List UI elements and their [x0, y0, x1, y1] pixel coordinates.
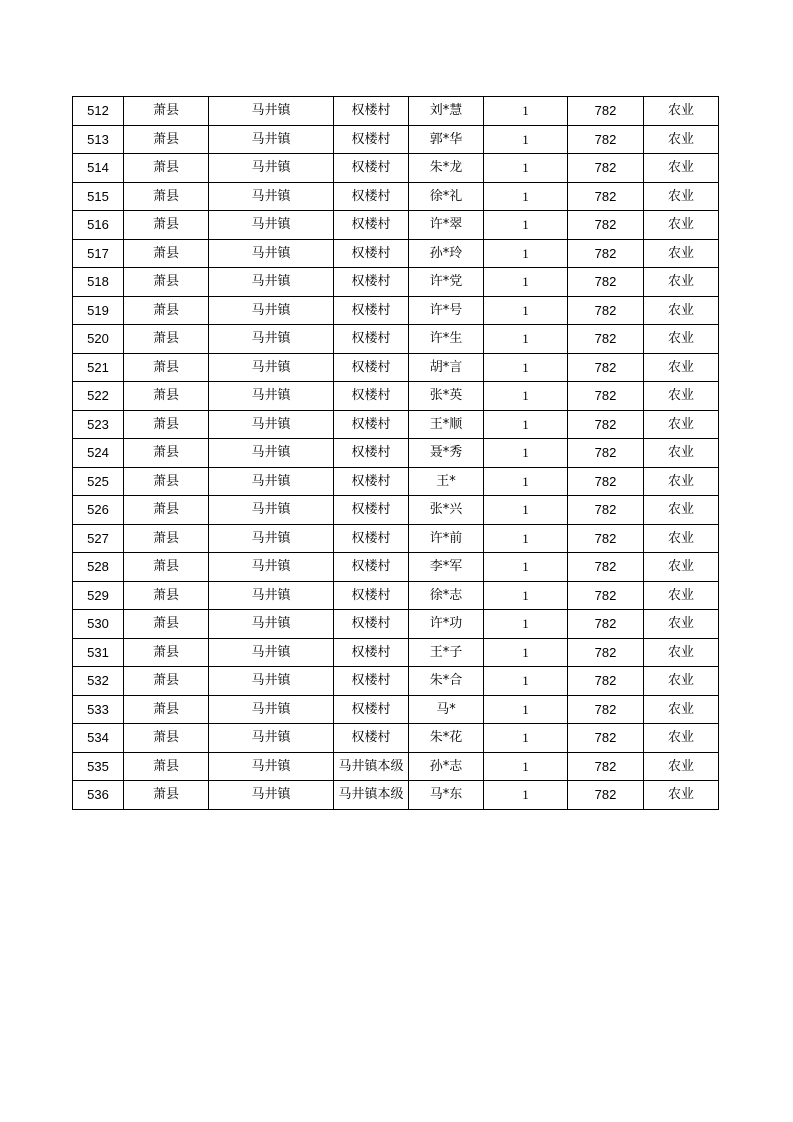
cell-village: 权楼村 [334, 467, 409, 496]
cell-village: 权楼村 [334, 581, 409, 610]
cell-type: 农业 [644, 553, 719, 582]
cell-type: 农业 [644, 382, 719, 411]
cell-count: 1 [484, 268, 568, 297]
cell-amount: 782 [568, 724, 644, 753]
cell-count: 1 [484, 610, 568, 639]
cell-serial-number: 525 [73, 467, 124, 496]
cell-village: 权楼村 [334, 154, 409, 183]
cell-amount: 782 [568, 125, 644, 154]
cell-type: 农业 [644, 524, 719, 553]
cell-count: 1 [484, 125, 568, 154]
cell-village: 权楼村 [334, 695, 409, 724]
cell-amount: 782 [568, 610, 644, 639]
cell-county: 萧县 [124, 182, 209, 211]
cell-count: 1 [484, 667, 568, 696]
cell-amount: 782 [568, 638, 644, 667]
roster-table [72, 96, 719, 810]
cell-type: 农业 [644, 781, 719, 810]
cell-town: 马井镇 [209, 695, 334, 724]
cell-name: 孙*志 [409, 752, 484, 781]
table-row [73, 467, 719, 496]
cell-town: 马井镇 [209, 524, 334, 553]
cell-count: 1 [484, 638, 568, 667]
cell-county: 萧县 [124, 268, 209, 297]
cell-county: 萧县 [124, 353, 209, 382]
cell-amount: 782 [568, 97, 644, 126]
cell-name: 张*兴 [409, 496, 484, 525]
table-row [73, 496, 719, 525]
cell-county: 萧县 [124, 524, 209, 553]
cell-type: 农业 [644, 496, 719, 525]
cell-type: 农业 [644, 154, 719, 183]
cell-village: 权楼村 [334, 325, 409, 354]
cell-town: 马井镇 [209, 239, 334, 268]
cell-type: 农业 [644, 610, 719, 639]
cell-count: 1 [484, 724, 568, 753]
table-row [73, 410, 719, 439]
cell-county: 萧县 [124, 296, 209, 325]
cell-name: 许*前 [409, 524, 484, 553]
cell-amount: 782 [568, 695, 644, 724]
table-row [73, 781, 719, 810]
cell-town: 马井镇 [209, 496, 334, 525]
cell-serial-number: 521 [73, 353, 124, 382]
cell-village: 权楼村 [334, 496, 409, 525]
cell-amount: 782 [568, 667, 644, 696]
cell-town: 马井镇 [209, 638, 334, 667]
cell-serial-number: 526 [73, 496, 124, 525]
cell-count: 1 [484, 752, 568, 781]
table-row [73, 524, 719, 553]
cell-amount: 782 [568, 781, 644, 810]
cell-count: 1 [484, 382, 568, 411]
cell-name: 王* [409, 467, 484, 496]
cell-village: 权楼村 [334, 296, 409, 325]
cell-type: 农业 [644, 695, 719, 724]
cell-name: 聂*秀 [409, 439, 484, 468]
table-row [73, 125, 719, 154]
cell-serial-number: 530 [73, 610, 124, 639]
cell-serial-number: 528 [73, 553, 124, 582]
cell-town: 马井镇 [209, 296, 334, 325]
cell-count: 1 [484, 353, 568, 382]
cell-village: 权楼村 [334, 97, 409, 126]
cell-county: 萧县 [124, 410, 209, 439]
cell-count: 1 [484, 553, 568, 582]
cell-count: 1 [484, 581, 568, 610]
cell-name: 张*英 [409, 382, 484, 411]
cell-serial-number: 529 [73, 581, 124, 610]
cell-name: 王*顺 [409, 410, 484, 439]
cell-amount: 782 [568, 496, 644, 525]
cell-name: 胡*言 [409, 353, 484, 382]
cell-name: 王*子 [409, 638, 484, 667]
cell-serial-number: 536 [73, 781, 124, 810]
cell-town: 马井镇 [209, 182, 334, 211]
cell-count: 1 [484, 524, 568, 553]
cell-serial-number: 534 [73, 724, 124, 753]
cell-type: 农业 [644, 581, 719, 610]
cell-amount: 782 [568, 752, 644, 781]
cell-town: 马井镇 [209, 325, 334, 354]
cell-county: 萧县 [124, 638, 209, 667]
cell-name: 朱*花 [409, 724, 484, 753]
cell-type: 农业 [644, 667, 719, 696]
cell-serial-number: 512 [73, 97, 124, 126]
cell-amount: 782 [568, 553, 644, 582]
cell-town: 马井镇 [209, 667, 334, 696]
table-row [73, 97, 719, 126]
cell-amount: 782 [568, 154, 644, 183]
cell-county: 萧县 [124, 382, 209, 411]
cell-town: 马井镇 [209, 410, 334, 439]
table-row [73, 325, 719, 354]
cell-amount: 782 [568, 268, 644, 297]
cell-serial-number: 524 [73, 439, 124, 468]
cell-village: 权楼村 [334, 638, 409, 667]
cell-village: 权楼村 [334, 353, 409, 382]
cell-count: 1 [484, 182, 568, 211]
cell-county: 萧县 [124, 125, 209, 154]
cell-serial-number: 517 [73, 239, 124, 268]
cell-amount: 782 [568, 296, 644, 325]
cell-town: 马井镇 [209, 724, 334, 753]
cell-county: 萧县 [124, 496, 209, 525]
cell-type: 农业 [644, 325, 719, 354]
table-row [73, 296, 719, 325]
cell-type: 农业 [644, 211, 719, 240]
cell-serial-number: 533 [73, 695, 124, 724]
cell-count: 1 [484, 211, 568, 240]
cell-village: 权楼村 [334, 439, 409, 468]
cell-type: 农业 [644, 439, 719, 468]
cell-county: 萧县 [124, 695, 209, 724]
cell-amount: 782 [568, 581, 644, 610]
cell-serial-number: 514 [73, 154, 124, 183]
cell-count: 1 [484, 97, 568, 126]
cell-type: 农业 [644, 410, 719, 439]
roster-table-body [73, 97, 719, 810]
cell-town: 马井镇 [209, 781, 334, 810]
cell-county: 萧县 [124, 667, 209, 696]
cell-town: 马井镇 [209, 125, 334, 154]
cell-town: 马井镇 [209, 752, 334, 781]
cell-town: 马井镇 [209, 382, 334, 411]
cell-village: 权楼村 [334, 553, 409, 582]
cell-count: 1 [484, 296, 568, 325]
cell-amount: 782 [568, 211, 644, 240]
cell-count: 1 [484, 410, 568, 439]
cell-county: 萧县 [124, 439, 209, 468]
cell-county: 萧县 [124, 610, 209, 639]
cell-count: 1 [484, 325, 568, 354]
cell-type: 农业 [644, 296, 719, 325]
table-row [73, 211, 719, 240]
cell-village: 权楼村 [334, 182, 409, 211]
cell-amount: 782 [568, 439, 644, 468]
cell-town: 马井镇 [209, 97, 334, 126]
cell-amount: 782 [568, 467, 644, 496]
cell-name: 朱*合 [409, 667, 484, 696]
cell-name: 孙*玲 [409, 239, 484, 268]
table-row [73, 382, 719, 411]
cell-count: 1 [484, 695, 568, 724]
cell-county: 萧县 [124, 724, 209, 753]
cell-name: 李*军 [409, 553, 484, 582]
cell-serial-number: 516 [73, 211, 124, 240]
cell-name: 马* [409, 695, 484, 724]
cell-type: 农业 [644, 268, 719, 297]
table-row [73, 353, 719, 382]
table-row [73, 724, 719, 753]
cell-village: 权楼村 [334, 125, 409, 154]
cell-county: 萧县 [124, 581, 209, 610]
cell-type: 农业 [644, 467, 719, 496]
cell-county: 萧县 [124, 97, 209, 126]
cell-amount: 782 [568, 382, 644, 411]
cell-county: 萧县 [124, 752, 209, 781]
cell-count: 1 [484, 439, 568, 468]
cell-name: 许*号 [409, 296, 484, 325]
cell-serial-number: 531 [73, 638, 124, 667]
cell-name: 朱*龙 [409, 154, 484, 183]
table-row [73, 439, 719, 468]
cell-serial-number: 532 [73, 667, 124, 696]
table-row [73, 239, 719, 268]
cell-name: 郭*华 [409, 125, 484, 154]
cell-name: 许*党 [409, 268, 484, 297]
cell-amount: 782 [568, 325, 644, 354]
cell-serial-number: 520 [73, 325, 124, 354]
cell-serial-number: 535 [73, 752, 124, 781]
cell-county: 萧县 [124, 239, 209, 268]
table-row [73, 581, 719, 610]
table-row [73, 268, 719, 297]
cell-amount: 782 [568, 182, 644, 211]
cell-count: 1 [484, 467, 568, 496]
cell-name: 许*功 [409, 610, 484, 639]
cell-amount: 782 [568, 239, 644, 268]
cell-type: 农业 [644, 97, 719, 126]
cell-village: 权楼村 [334, 524, 409, 553]
cell-town: 马井镇 [209, 553, 334, 582]
cell-type: 农业 [644, 125, 719, 154]
table-row [73, 695, 719, 724]
cell-amount: 782 [568, 353, 644, 382]
cell-county: 萧县 [124, 325, 209, 354]
cell-village: 马井镇本级 [334, 752, 409, 781]
cell-type: 农业 [644, 182, 719, 211]
cell-type: 农业 [644, 638, 719, 667]
cell-name: 徐*礼 [409, 182, 484, 211]
cell-type: 农业 [644, 752, 719, 781]
cell-county: 萧县 [124, 467, 209, 496]
cell-village: 权楼村 [334, 610, 409, 639]
cell-type: 农业 [644, 724, 719, 753]
cell-town: 马井镇 [209, 610, 334, 639]
table-row [73, 553, 719, 582]
cell-count: 1 [484, 154, 568, 183]
cell-village: 马井镇本级 [334, 781, 409, 810]
cell-serial-number: 518 [73, 268, 124, 297]
table-row [73, 638, 719, 667]
cell-serial-number: 515 [73, 182, 124, 211]
cell-name: 刘*慧 [409, 97, 484, 126]
cell-count: 1 [484, 239, 568, 268]
cell-serial-number: 522 [73, 382, 124, 411]
cell-name: 许*翠 [409, 211, 484, 240]
cell-name: 许*生 [409, 325, 484, 354]
table-row [73, 752, 719, 781]
cell-county: 萧县 [124, 781, 209, 810]
cell-town: 马井镇 [209, 154, 334, 183]
table-row [73, 182, 719, 211]
cell-amount: 782 [568, 410, 644, 439]
cell-serial-number: 527 [73, 524, 124, 553]
cell-village: 权楼村 [334, 239, 409, 268]
cell-serial-number: 519 [73, 296, 124, 325]
table-row [73, 610, 719, 639]
cell-serial-number: 523 [73, 410, 124, 439]
cell-type: 农业 [644, 353, 719, 382]
cell-count: 1 [484, 781, 568, 810]
cell-count: 1 [484, 496, 568, 525]
cell-town: 马井镇 [209, 211, 334, 240]
cell-village: 权楼村 [334, 667, 409, 696]
cell-amount: 782 [568, 524, 644, 553]
cell-town: 马井镇 [209, 467, 334, 496]
cell-town: 马井镇 [209, 353, 334, 382]
cell-town: 马井镇 [209, 268, 334, 297]
cell-village: 权楼村 [334, 382, 409, 411]
cell-village: 权楼村 [334, 410, 409, 439]
cell-town: 马井镇 [209, 581, 334, 610]
cell-village: 权楼村 [334, 724, 409, 753]
cell-name: 马*东 [409, 781, 484, 810]
cell-village: 权楼村 [334, 268, 409, 297]
cell-serial-number: 513 [73, 125, 124, 154]
cell-type: 农业 [644, 239, 719, 268]
cell-name: 徐*志 [409, 581, 484, 610]
cell-village: 权楼村 [334, 211, 409, 240]
table-row [73, 154, 719, 183]
cell-county: 萧县 [124, 154, 209, 183]
cell-county: 萧县 [124, 553, 209, 582]
cell-town: 马井镇 [209, 439, 334, 468]
table-row [73, 667, 719, 696]
cell-county: 萧县 [124, 211, 209, 240]
